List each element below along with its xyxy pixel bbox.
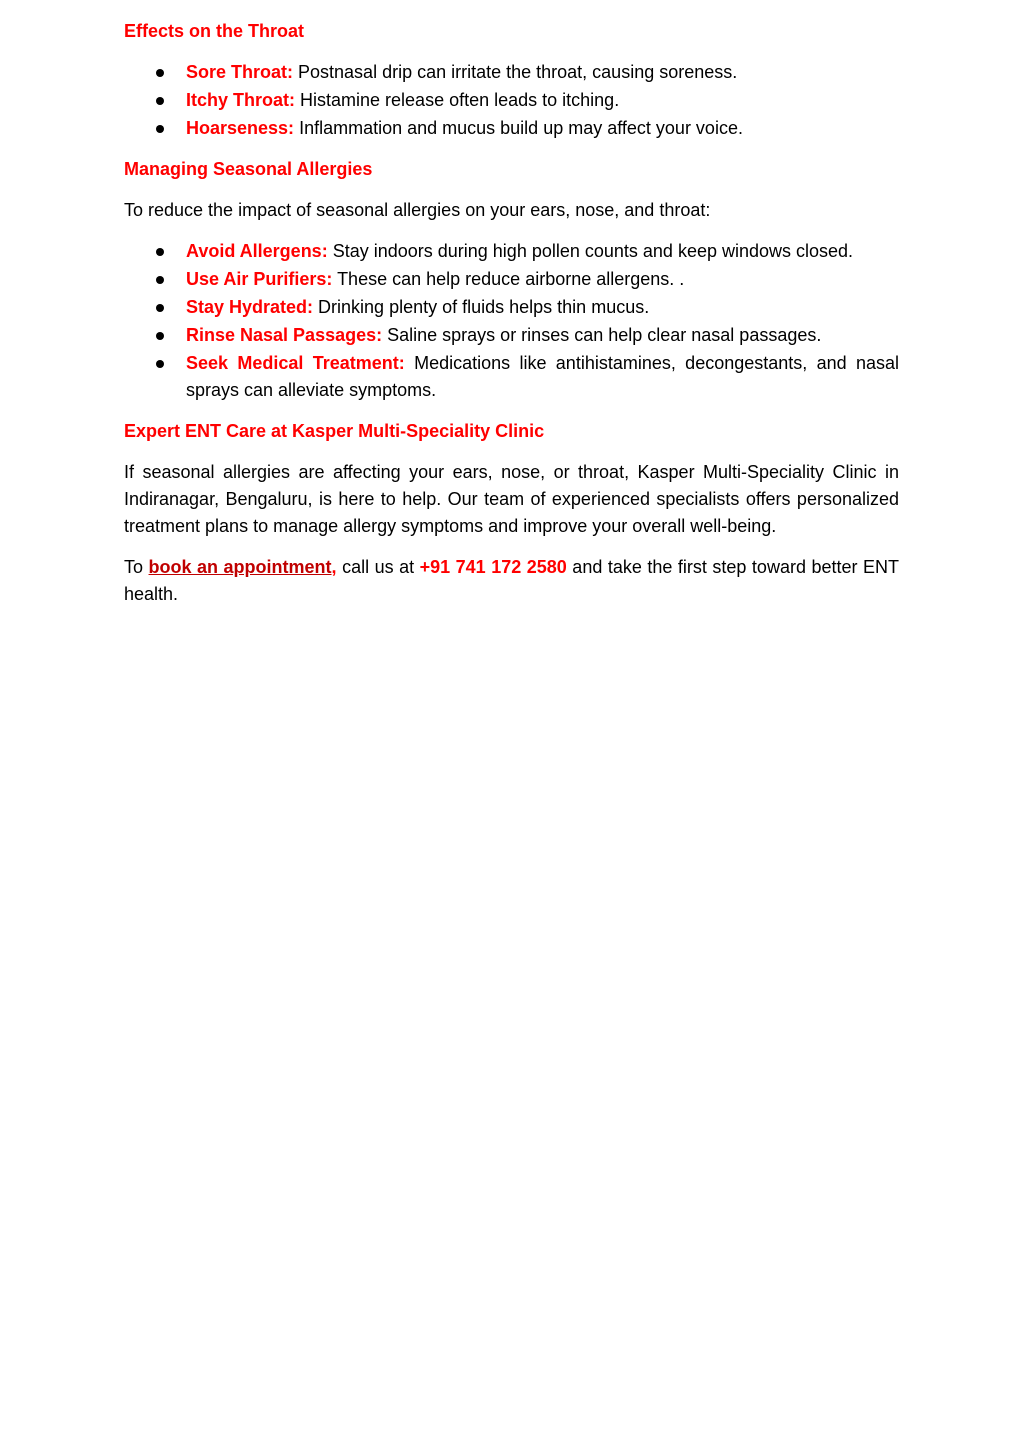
- list-item-term: Hoarseness:: [186, 118, 295, 138]
- list-item-text: Drinking plenty of fluids helps thin mucus.: [313, 297, 650, 317]
- list-item-text: Histamine release often leads to itching.: [295, 90, 620, 110]
- section-heading-throat: Effects on the Throat: [124, 21, 305, 41]
- list-item: [124, 238, 899, 265]
- bullet-icon: [156, 332, 164, 340]
- cta-comma: ,: [331, 557, 337, 577]
- section-heading-managing: Managing Seasonal Allergies: [124, 159, 373, 179]
- cta-paragraph: [124, 554, 899, 608]
- list-item-text: Inflammation and mucus build up may affect your voice.: [294, 118, 743, 138]
- list-item-text: Postnasal drip can irritate the throat, causing soreness.: [293, 62, 738, 82]
- list-item: [124, 266, 899, 293]
- list-item: [124, 115, 899, 142]
- bullet-icon: [156, 125, 164, 133]
- document-page: [124, 18, 899, 622]
- managing-intro: To reduce the impact of seasonal allergies on your ears, nose, and throat:: [124, 200, 711, 220]
- list-item-term: Stay Hydrated:: [186, 297, 314, 317]
- bullet-icon: [156, 248, 164, 256]
- list-item-text: Medications like antihistamines, decongestants, and nasal sprays can alleviate symptoms.: [186, 353, 899, 400]
- bullet-icon: [156, 97, 164, 105]
- bullet-icon: [156, 304, 164, 312]
- phone-number: +91 741 172 2580: [419, 557, 567, 577]
- list-item: [124, 87, 899, 114]
- bullet-icon: [156, 69, 164, 77]
- list-item: [124, 350, 899, 404]
- list-item-term: Use Air Purifiers:: [186, 269, 333, 289]
- bullet-icon: [156, 276, 164, 284]
- book-appointment-link[interactable]: book an appointment: [148, 557, 332, 577]
- cta-prefix: To: [124, 557, 149, 577]
- throat-effects-list: [124, 59, 899, 142]
- bullet-icon: [156, 360, 164, 368]
- list-item-term: Avoid Allergens:: [186, 241, 328, 261]
- list-item: [124, 59, 899, 86]
- list-item-term: Itchy Throat:: [186, 90, 296, 110]
- list-item-text: Stay indoors during high pollen counts and keep windows closed.: [327, 241, 854, 261]
- managing-tips-list: [124, 238, 899, 404]
- list-item-term: Sore Throat:: [186, 62, 294, 82]
- care-paragraph: If seasonal allergies are affecting your ears, nose, or throat, Kasper Multi-Speciality Clinic in Indiranagar, Bengaluru, is here to help. Our team of experienced specialists offers personalized treatment plans to manage allergy symptoms and improve your overall well-being.: [124, 462, 899, 536]
- list-item-text: These can help reduce airborne allergens. .: [332, 269, 685, 289]
- list-item: [124, 322, 899, 349]
- cta-middle: call us at: [336, 557, 420, 577]
- list-item-text: Saline sprays or rinses can help clear nasal passages.: [382, 325, 822, 345]
- list-item: [124, 294, 899, 321]
- cta-suffix: and take the first step toward better ENT health.: [124, 557, 899, 604]
- section-heading-care: Expert ENT Care at Kasper Multi-Speciality Clinic: [124, 421, 545, 441]
- list-item-term: Seek Medical Treatment:: [186, 353, 405, 373]
- list-item-term: Rinse Nasal Passages:: [186, 325, 383, 345]
